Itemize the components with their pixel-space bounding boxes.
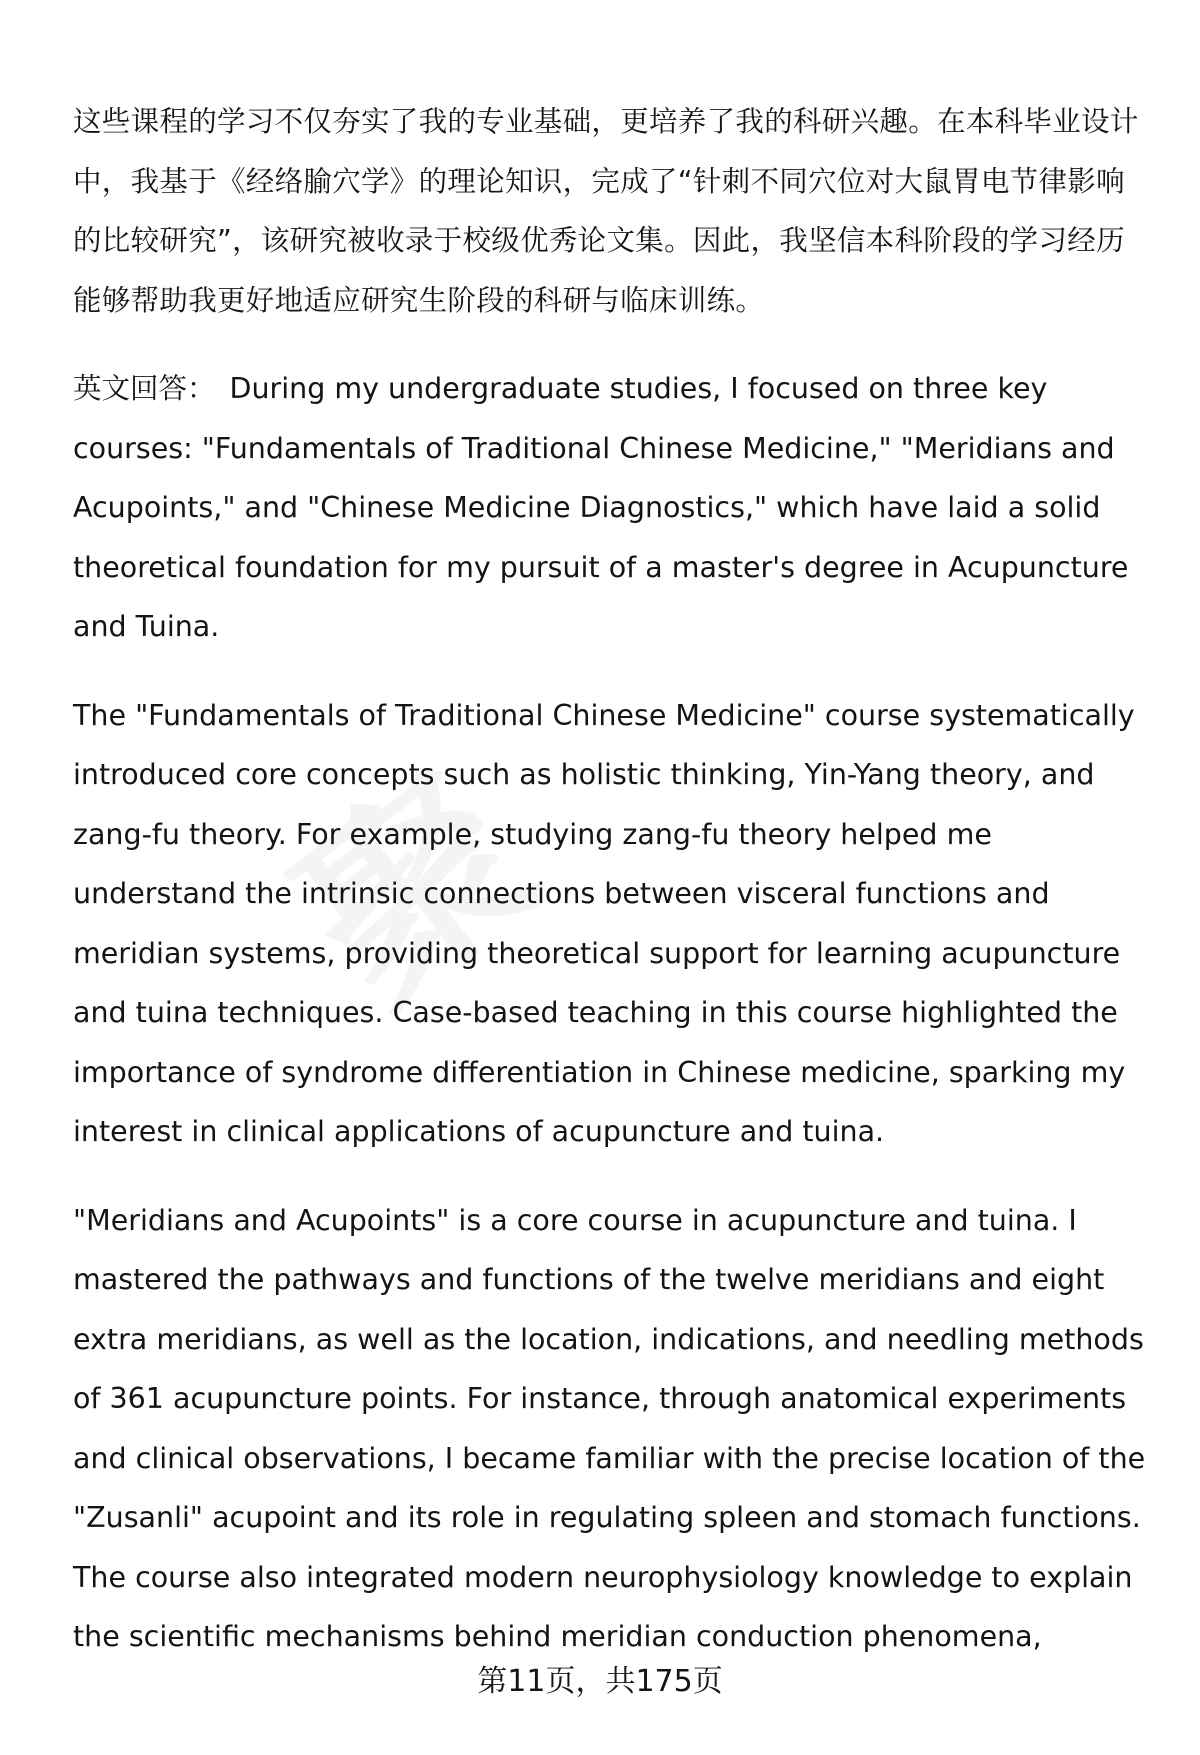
paragraph-chinese-summary: 这些课程的学习不仅夯实了我的专业基础，更培养了我的科研兴趣。在本科毕业设计中，我基于《经络腧穴学》的理论知识，完成了“针刺不同穴位对大鼠胃电节律影响的比较研究”，该研究被收录于校级优秀论文集。因此，我坚信本科阶段的学习经历能够帮助我更好地适应研究生阶段的科研与临床训练。 <box>73 105 1139 317</box>
paragraph-fundamentals: The "Fundamentals of Traditional Chinese Medicine" course systematically introduced core concepts such as holistic thinking, Yin-Yang theory, and zang-fu theory. For example, studying zang-fu theory helped me understand the intrinsic connections between visceral functions and meridian systems, providing theoretical support for learning acupuncture and tuina techniques. Case-based teaching in this course highlighted the importance of syndrome differentiation in Chinese medicine, sparking my interest in clinical applications of acupuncture and tuina. <box>73 698 1135 1148</box>
page-number-footer: 第11页，共175页 <box>477 1664 723 1699</box>
document-page <box>73 92 1148 1667</box>
answer-label: 英文回答： <box>73 372 216 405</box>
paragraph-english-intro <box>73 359 1148 657</box>
paragraph-meridians: "Meridians and Acupoints" is a core course in acupuncture and tuina. I mastered the pathways and functions of the twelve meridians and eight extra meridians, as well as the location, indications, and needling methods of 361 acupuncture points. For instance, through anatomical experiments and clinical observations, I became familiar with the precise location of the "Zusanli" acupoint and its role in regulating spleen and stomach functions. The course also integrated modern neurophysiology knowledge to explain the scientific mechanisms behind meridian conduction phenomena, <box>73 1203 1146 1653</box>
paragraph-english-intro-text: During my undergraduate studies, I focused on three key courses: "Fundamentals of Traditional Chinese Medicine," "Meridians and Acupoints," and "Chinese Medicine Diagnostics," which have laid a solid theoretical foundation for my pursuit of a master's degree in Acupuncture and Tuina. <box>73 372 1129 643</box>
